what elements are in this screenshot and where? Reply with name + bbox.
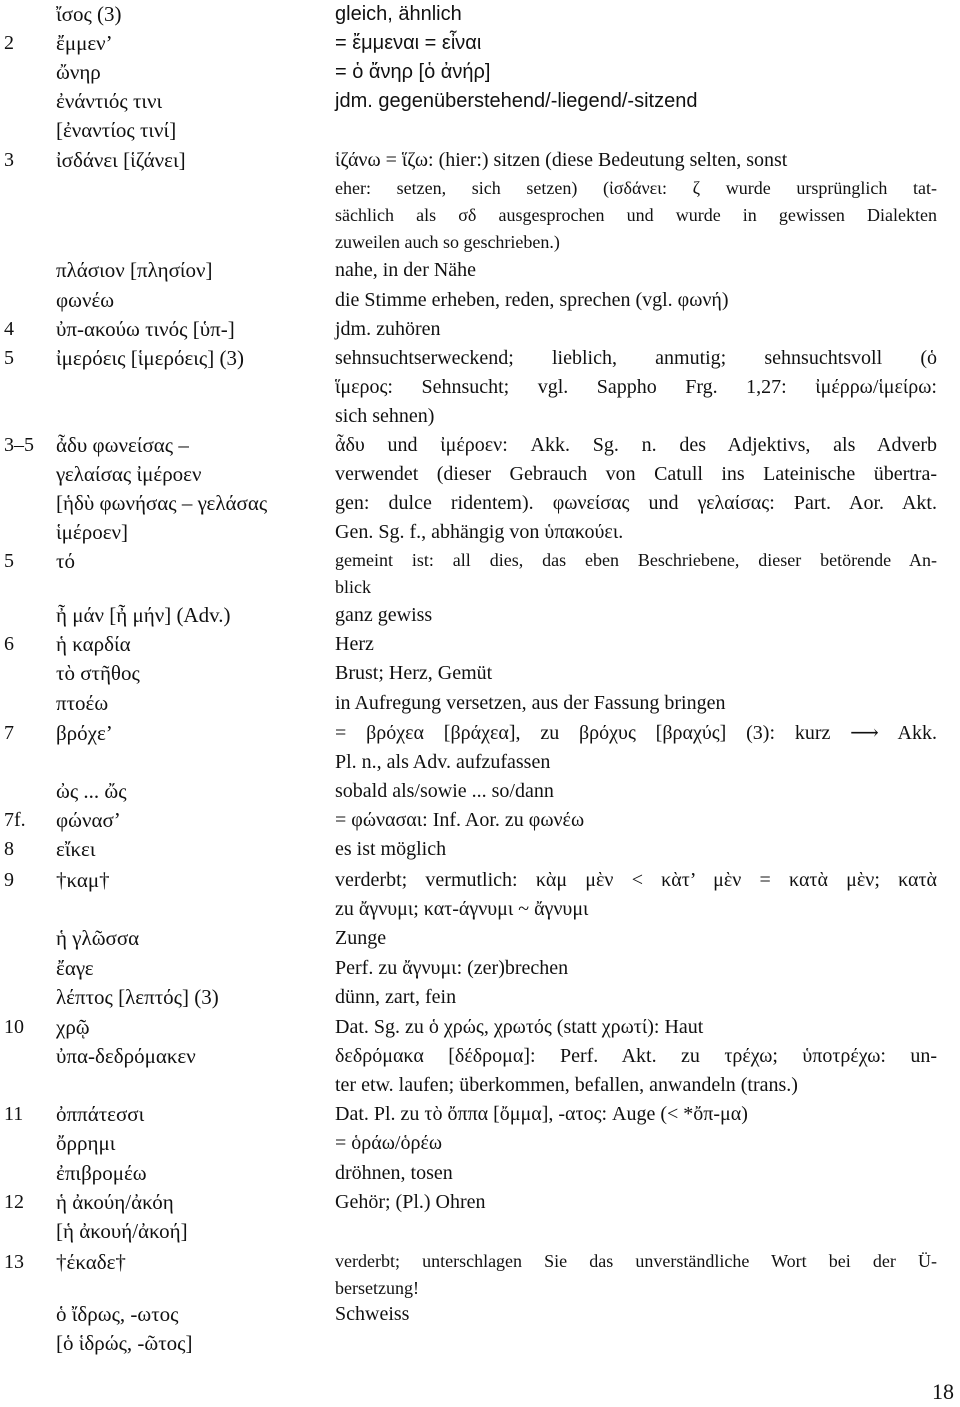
greek-term [56, 924, 331, 953]
greek-term-line: ἡ ἀκούη/ἀκόη [56, 1190, 174, 1214]
greek-term [56, 29, 331, 58]
greek-term-line: ὐπα-δεδρόμακεν [56, 1044, 196, 1068]
greek-term [56, 835, 331, 864]
greek-term [56, 87, 331, 145]
gloss-line: dünn, zart, fein [335, 986, 457, 1008]
greek-term [56, 286, 331, 315]
gloss-line: verwendet (dieser Gebrauch von Catull ins Lateinische übertra- [335, 463, 937, 485]
greek-term-line: [ἡδὺ φωνήσας – γελάσας [56, 491, 268, 515]
gloss-line: zuweilen auch so geschrieben.) [335, 232, 560, 252]
gloss-line: Pl. n., als Adv. aufzufassen [335, 751, 551, 773]
greek-term-line: ἰμερόεις [ἱμερόεις] (3) [56, 346, 244, 370]
german-gloss [335, 1042, 937, 1100]
verse-number: 4 [4, 318, 14, 340]
greek-term-line: φωνέω [56, 288, 115, 312]
greek-term [56, 983, 331, 1012]
greek-term-line: [ἐναντίος τινί] [56, 118, 177, 142]
german-gloss [335, 1300, 937, 1329]
verse-number: 2 [4, 32, 14, 54]
german-gloss [335, 1013, 937, 1042]
greek-term-line: φώνασ’ [56, 808, 121, 832]
greek-term-line: πτοέω [56, 691, 109, 715]
greek-term-line: ἡ γλῶσσα [56, 926, 140, 950]
gloss-line: ἱζάνω = ἵζω: (hier:) sitzen (diese Bedeutung selten, sonst [335, 149, 788, 171]
gloss-line: dröhnen, tosen [335, 1162, 453, 1184]
greek-term-line: ἡ καρδία [56, 632, 131, 656]
gloss-line: eher: setzen, sich setzen) (ἰσδάνει: ζ wurde ursprünglich tat- [335, 178, 937, 198]
greek-term-line: ὐπ-ακούω τινός [ὑπ-] [56, 317, 235, 341]
greek-term-line: ὠς ... ὤς [56, 779, 127, 803]
gloss-line: Dat. Sg. zu ὁ χρώς, χρωτός (statt χρωτί): Haut [335, 1016, 704, 1038]
verse-number: 7f. [4, 809, 26, 831]
german-gloss [335, 87, 937, 116]
german-gloss [335, 601, 937, 630]
german-gloss [335, 315, 937, 344]
gloss-line: Perf. zu ἄγνυμι: (zer)brechen [335, 957, 569, 979]
greek-term [56, 1042, 331, 1071]
greek-term-line: γελαίσας ἰμέροεν [56, 462, 202, 486]
gloss-line: = ὁράω/ὁρέω [335, 1132, 443, 1154]
german-gloss [335, 1129, 937, 1158]
verse-number: 9 [4, 869, 14, 891]
gloss-line: zu ἄγνυμι; κατ-άγνυμι ~ ἄγνυμι [335, 898, 589, 920]
verse-number: 13 [4, 1251, 24, 1273]
greek-term [56, 1300, 331, 1358]
verse-number: 10 [4, 1016, 24, 1038]
greek-term [56, 344, 331, 373]
greek-term-line: [ἡ ἀκουή/ἀκοή] [56, 1219, 188, 1243]
greek-term [56, 806, 331, 835]
gloss-line: bersetzung! [335, 1278, 419, 1298]
german-gloss [335, 431, 937, 547]
greek-term-line: †έκαδε† [56, 1250, 126, 1274]
german-gloss [335, 1159, 937, 1188]
gloss-line: ἵμερος: Sehnsucht; vgl. Sappho Frg. 1,27: ἰμέρρω/ἱμείρω: [335, 376, 937, 398]
greek-term [56, 58, 331, 87]
verse-number: 7 [4, 722, 14, 744]
gloss-line: δεδρόμακα [δέδρομα]: Perf. Akt. zu τρέχω; ὑποτρέχω: un- [335, 1045, 937, 1067]
german-gloss [335, 256, 937, 285]
german-gloss [335, 1188, 937, 1217]
greek-term-line: πλάσιον [πλησίον] [56, 258, 213, 282]
german-gloss [335, 29, 937, 58]
greek-term-line: ἐπιβρομέω [56, 1161, 147, 1185]
gloss-line: ἆδυ und ἰμέροεν: Akk. Sg. n. des Adjektivs, als Adverb [335, 434, 937, 456]
greek-term [56, 601, 331, 630]
greek-term [56, 954, 331, 983]
greek-term [56, 777, 331, 806]
greek-term [56, 547, 331, 576]
gloss-line: Gen. Sg. f., abhängig von ὑπακούει. [335, 521, 624, 543]
verse-number: 11 [4, 1103, 24, 1125]
german-gloss [335, 58, 937, 87]
verse-number: 6 [4, 633, 14, 655]
german-gloss [335, 689, 937, 718]
verse-number: 12 [4, 1191, 24, 1213]
greek-term-line: ὄρρημι [56, 1131, 116, 1155]
gloss-line: verderbt; vermutlich: κὰμ μὲν < κὰτ’ μὲν = κατὰ μὲν; κατὰ [335, 869, 937, 891]
greek-term-line: λέπτος [λεπτός] (3) [56, 985, 219, 1009]
german-gloss [335, 835, 937, 864]
verse-number: 5 [4, 347, 14, 369]
gloss-line: ganz gewiss [335, 604, 433, 626]
greek-term [56, 146, 331, 175]
gloss-line: jdm. gegenüberstehend/-liegend/-sitzend [335, 90, 698, 112]
gloss-line: gen: dulce ridentem). φωνείσας und γελαίσας: Part. Aor. Akt. [335, 492, 937, 514]
german-gloss [335, 866, 937, 924]
greek-term-line: [ὁ ἱδρώς, -ῶτος] [56, 1331, 193, 1355]
verse-number: 3 [4, 149, 14, 171]
greek-term [56, 719, 331, 748]
gloss-line: nahe, in der Nähe [335, 259, 477, 281]
gloss-line: gemeint ist: all dies, das eben Beschriebene, dieser betörende An- [335, 550, 937, 570]
german-gloss [335, 0, 937, 29]
german-gloss [335, 146, 937, 175]
greek-term [56, 630, 331, 659]
greek-term-line: χρῷ [56, 1015, 90, 1039]
gloss-line: sehnsuchtserweckend; lieblich, anmutig; sehnsuchtsvoll (ὁ [335, 347, 937, 369]
gloss-line: Zunge [335, 927, 387, 949]
greek-term [56, 256, 331, 285]
greek-term [56, 315, 331, 344]
gloss-line: verderbt; unterschlagen Sie das unverständliche Wort bei der Ü- [335, 1251, 937, 1271]
gloss-line: Herz [335, 633, 374, 655]
german-gloss [335, 924, 937, 953]
gloss-line: = ὁ ἄνηρ [ὁ ἀνήρ] [335, 61, 491, 83]
greek-term-line: τὸ στῆθος [56, 661, 140, 685]
greek-term-line: ὤνηρ [56, 60, 101, 84]
gloss-line: gleich, ähnlich [335, 3, 462, 25]
gloss-line: Schweiss [335, 1303, 410, 1325]
page-number: 18 [932, 1379, 954, 1404]
greek-term [56, 1100, 331, 1129]
gloss-line: in Aufregung versetzen, aus der Fassung bringen [335, 692, 726, 714]
verse-number: 3–5 [4, 434, 34, 456]
gloss-line: = φώνασαι: Inf. Aor. zu φωνέω [335, 809, 585, 831]
greek-term-line: τό [56, 549, 75, 573]
gloss-line: blick [335, 577, 371, 597]
german-gloss [335, 630, 937, 659]
greek-term-line: βρόχε’ [56, 721, 113, 745]
greek-term [56, 689, 331, 718]
greek-term-line: †καμ† [56, 868, 110, 892]
german-gloss [335, 983, 937, 1012]
gloss-line: = βρόχεα [βράχεα], zu βρόχυς [βραχύς] (3): kurz ⟶ Akk. [335, 722, 937, 744]
german-gloss [335, 806, 937, 835]
gloss-line: Dat. Pl. zu τὸ ὄππα [ὄμμα], -ατος: Auge (< *ὄπ-μα) [335, 1103, 748, 1125]
greek-term [56, 659, 331, 688]
gloss-line: sobald als/sowie ... so/dann [335, 780, 554, 802]
greek-term [56, 866, 331, 895]
greek-term-line: ἔμμεν’ [56, 31, 113, 55]
gloss-line: sächlich als σδ ausgesprochen und wurde in gewissen Dialekten [335, 205, 937, 225]
greek-term-line: εἴκει [56, 837, 96, 861]
greek-term [56, 1129, 331, 1158]
greek-term [56, 431, 331, 547]
greek-term-line: ἦ μάν [ἦ μήν] (Adv.) [56, 603, 231, 627]
gloss-line: ter etw. laufen; überkommen, befallen, anwandeln (trans.) [335, 1074, 798, 1096]
german-gloss [335, 1100, 937, 1129]
greek-term-line: ἔαγε [56, 956, 94, 980]
german-gloss [335, 344, 937, 431]
gloss-line: es ist möglich [335, 838, 447, 860]
german-gloss [335, 659, 937, 688]
greek-term-line: ἐνάντιός τινι [56, 89, 163, 113]
greek-term-line: ἆδυ φωνείσας – [56, 433, 189, 457]
gloss-line: sich sehnen) [335, 405, 435, 427]
greek-term [56, 0, 331, 29]
greek-term-line: ἰσδάνει [ἱζάνει] [56, 148, 186, 172]
greek-term [56, 1188, 331, 1246]
gloss-line: jdm. zuhören [335, 318, 441, 340]
gloss-line: die Stimme erheben, reden, sprechen (vgl. φωνή) [335, 289, 729, 311]
german-gloss [335, 1248, 937, 1302]
gloss-line: Brust; Herz, Gemüt [335, 662, 493, 684]
german-gloss [335, 175, 937, 256]
greek-term [56, 1013, 331, 1042]
german-gloss [335, 777, 937, 806]
greek-term-line: ὁ ἴδρως, -ωτος [56, 1302, 179, 1326]
gloss-line: = ἔμμεναι = εἶναι [335, 32, 482, 54]
greek-term-line: ἴσος (3) [56, 2, 122, 26]
verse-number: 5 [4, 550, 14, 572]
verse-number: 8 [4, 838, 14, 860]
greek-term [56, 1248, 331, 1277]
german-gloss [335, 547, 937, 601]
gloss-line: Gehör; (Pl.) Ohren [335, 1191, 486, 1213]
german-gloss [335, 286, 937, 315]
greek-term [56, 1159, 331, 1188]
german-gloss [335, 719, 937, 777]
greek-term-line: ἱμέροεν] [56, 520, 129, 544]
german-gloss [335, 954, 937, 983]
greek-term-line: ὀππάτεσσι [56, 1102, 145, 1126]
